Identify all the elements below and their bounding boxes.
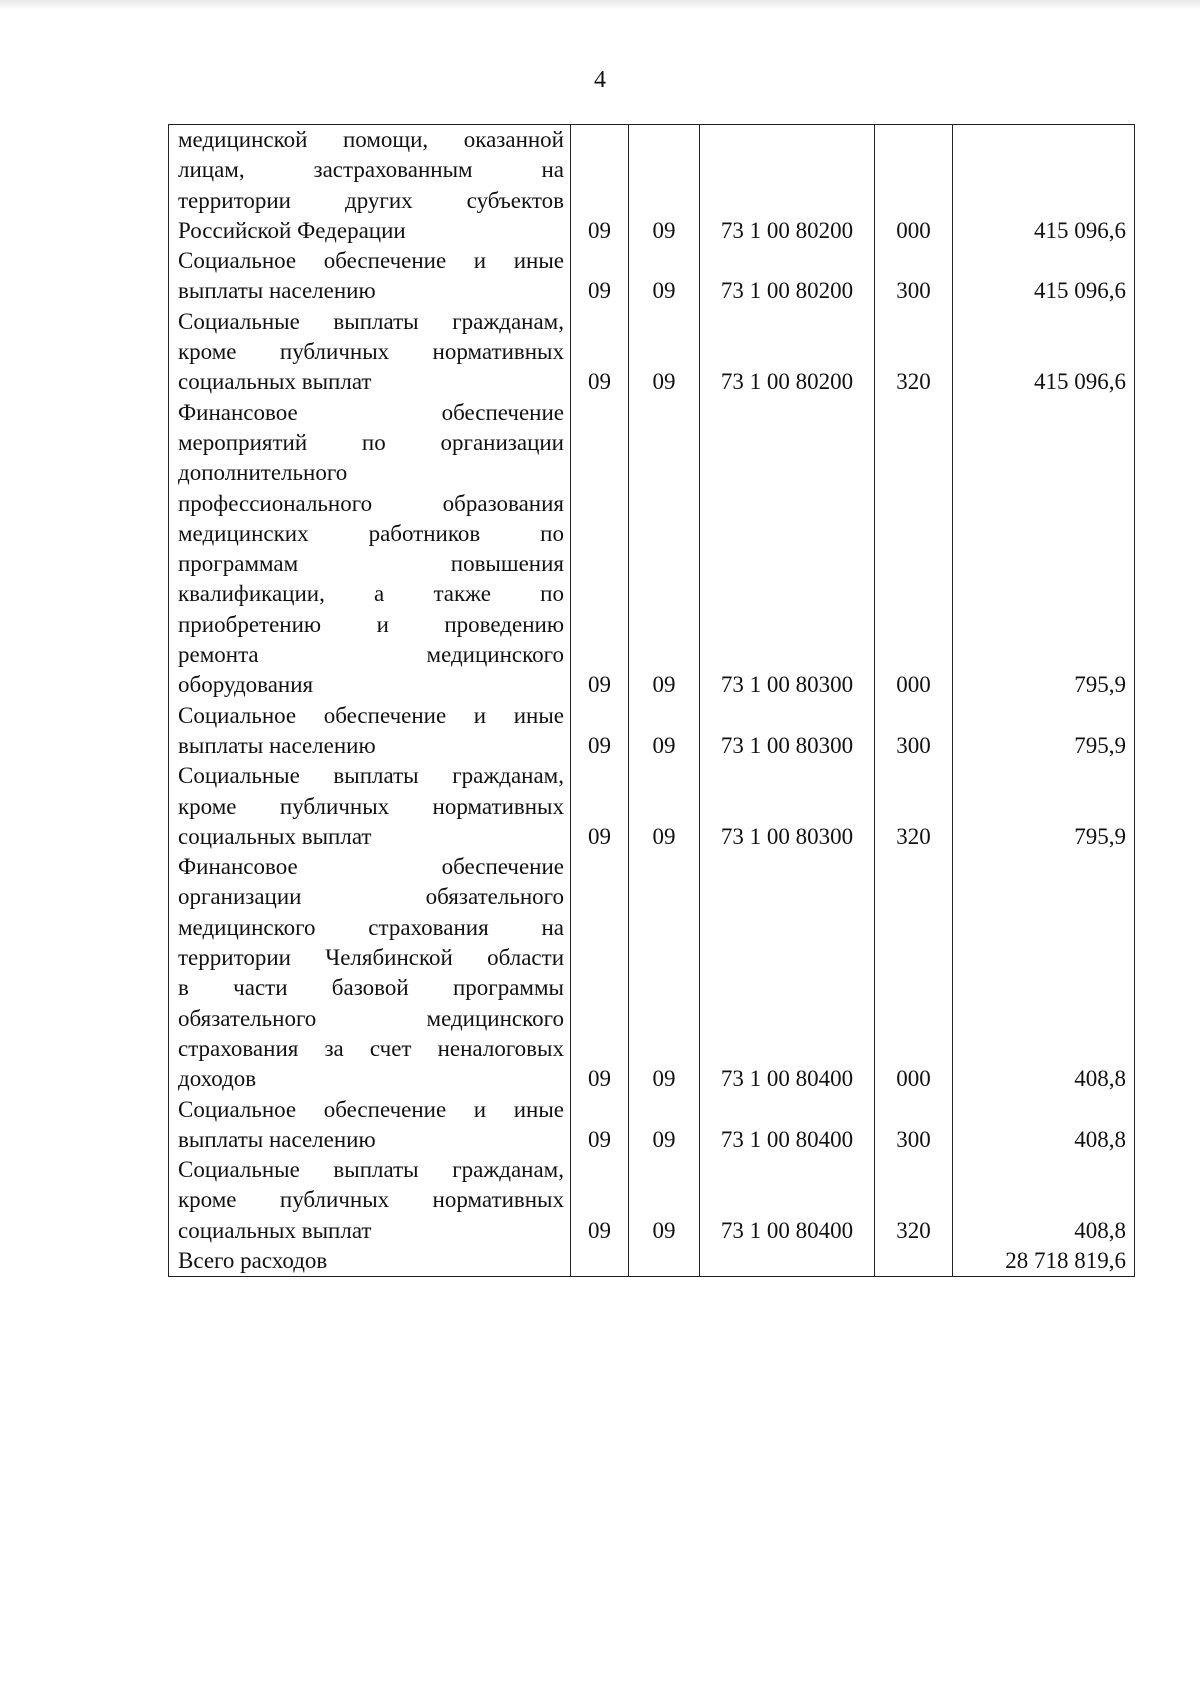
row-name-line: Социальное обеспечение и иные bbox=[178, 1096, 564, 1122]
amount-cell: 408,8 bbox=[953, 1095, 1135, 1156]
row-name-line: Российской Федерации bbox=[178, 217, 406, 243]
expense-type-cell: 320 bbox=[875, 1155, 953, 1246]
section-code-cell: 09 bbox=[571, 852, 629, 1094]
row-name-line: организации обязательного bbox=[178, 884, 564, 910]
row-name-line: Финансовое обеспечение bbox=[178, 399, 564, 425]
expense-type-cell: 000 bbox=[875, 852, 953, 1094]
target-article-cell: 73 1 00 80200 bbox=[700, 246, 875, 307]
row-name-line: медицинских работников по bbox=[178, 520, 564, 546]
table-row bbox=[169, 761, 1135, 852]
row-name-line: Финансовое обеспечение bbox=[178, 854, 564, 880]
table-row bbox=[169, 398, 1135, 701]
row-name-line: доходов bbox=[178, 1066, 257, 1092]
row-name-line: ремонта медицинского bbox=[178, 642, 564, 668]
row-name-line: Социальные выплаты гражданам, bbox=[178, 763, 564, 789]
row-name-line: Социальное обеспечение и иные bbox=[178, 248, 564, 274]
expense-type-cell: 320 bbox=[875, 761, 953, 852]
target-article-cell: 73 1 00 80200 bbox=[700, 125, 875, 247]
row-name-line: территории других субъектов bbox=[178, 187, 564, 213]
section-code-cell: 09 bbox=[571, 701, 629, 762]
amount-cell: 415 096,6 bbox=[953, 307, 1135, 398]
subsection-code-cell: 09 bbox=[629, 398, 700, 701]
subsection-code-cell: 09 bbox=[629, 761, 700, 852]
target-article-cell: 73 1 00 80300 bbox=[700, 761, 875, 852]
expense-type-cell: 000 bbox=[875, 398, 953, 701]
amount-cell: 795,9 bbox=[953, 701, 1135, 762]
amount-cell: 408,8 bbox=[953, 852, 1135, 1094]
row-name-line: выплаты населению bbox=[178, 1126, 376, 1152]
row-name-cell bbox=[169, 398, 571, 701]
subsection-code-cell: 09 bbox=[629, 125, 700, 247]
row-name-line: квалификации, а также по bbox=[178, 581, 564, 607]
section-code-cell: 09 bbox=[571, 1095, 629, 1156]
scan-edge bbox=[0, 0, 1200, 10]
section-code-cell: 09 bbox=[571, 1155, 629, 1246]
target-article-cell: 73 1 00 80300 bbox=[700, 701, 875, 762]
section-code-cell bbox=[571, 1246, 629, 1277]
row-name-line: Социальные выплаты гражданам, bbox=[178, 308, 564, 334]
row-name-line: Социальные выплаты гражданам, bbox=[178, 1157, 564, 1183]
amount-cell: 415 096,6 bbox=[953, 125, 1135, 247]
row-name-line: кроме публичных нормативных bbox=[178, 1187, 564, 1213]
section-code-cell: 09 bbox=[571, 246, 629, 307]
subsection-code-cell: 09 bbox=[629, 307, 700, 398]
table-row bbox=[169, 852, 1135, 1094]
section-code-cell: 09 bbox=[571, 398, 629, 701]
subsection-code-cell: 09 bbox=[629, 246, 700, 307]
row-name-line: социальных выплат bbox=[178, 369, 372, 395]
row-name-cell bbox=[169, 307, 571, 398]
row-name-line: лицам, застрахованным на bbox=[178, 157, 564, 183]
amount-cell: 415 096,6 bbox=[953, 246, 1135, 307]
expense-type-cell: 000 bbox=[875, 125, 953, 247]
total-amount: 28 718 819,6 bbox=[953, 1246, 1135, 1277]
row-name-line: программам повышения bbox=[178, 551, 564, 577]
row-name-line: профессионального образования bbox=[178, 490, 564, 516]
expenditure-table bbox=[168, 124, 1135, 1277]
row-name-cell bbox=[169, 761, 571, 852]
row-name-cell bbox=[169, 246, 571, 307]
target-article-cell: 73 1 00 80200 bbox=[700, 307, 875, 398]
row-name-cell bbox=[169, 1095, 571, 1156]
row-name-cell bbox=[169, 125, 571, 247]
row-name-line: приобретению и проведению bbox=[178, 611, 564, 637]
expense-type-cell: 300 bbox=[875, 246, 953, 307]
section-code-cell: 09 bbox=[571, 307, 629, 398]
total-label: Всего расходов bbox=[169, 1246, 571, 1277]
row-name-line: оборудования bbox=[178, 672, 314, 698]
subsection-code-cell: 09 bbox=[629, 701, 700, 762]
row-name-line: территории Челябинской области bbox=[178, 945, 564, 971]
section-code-cell: 09 bbox=[571, 125, 629, 247]
table-row bbox=[169, 246, 1135, 307]
subsection-code-cell: 09 bbox=[629, 1155, 700, 1246]
row-name-line: социальных выплат bbox=[178, 823, 372, 849]
amount-cell: 795,9 bbox=[953, 398, 1135, 701]
target-article-cell: 73 1 00 80400 bbox=[700, 1095, 875, 1156]
subsection-code-cell bbox=[629, 1246, 700, 1277]
subsection-code-cell: 09 bbox=[629, 1095, 700, 1156]
expense-type-cell: 320 bbox=[875, 307, 953, 398]
row-name-line: в части базовой программы bbox=[178, 975, 564, 1001]
subsection-code-cell: 09 bbox=[629, 852, 700, 1094]
section-code-cell: 09 bbox=[571, 761, 629, 852]
target-article-cell: 73 1 00 80400 bbox=[700, 852, 875, 1094]
amount-cell: 408,8 bbox=[953, 1155, 1135, 1246]
table-row bbox=[169, 307, 1135, 398]
table-row bbox=[169, 125, 1135, 247]
total-row bbox=[169, 1246, 1135, 1277]
expense-type-cell: 300 bbox=[875, 701, 953, 762]
table-row bbox=[169, 701, 1135, 762]
expense-type-cell: 300 bbox=[875, 1095, 953, 1156]
amount-cell: 795,9 bbox=[953, 761, 1135, 852]
row-name-line: выплаты населению bbox=[178, 278, 376, 304]
row-name-line: медицинской помощи, оказанной bbox=[178, 127, 564, 152]
row-name-line: страхования за счет неналоговых bbox=[178, 1035, 564, 1061]
page-number: 4 bbox=[594, 67, 606, 93]
target-article-cell: 73 1 00 80400 bbox=[700, 1155, 875, 1246]
row-name-line: социальных выплат bbox=[178, 1217, 372, 1243]
row-name-line: обязательного медицинского bbox=[178, 1005, 564, 1031]
target-article-cell bbox=[700, 1246, 875, 1277]
row-name-line: мероприятий по организации bbox=[178, 429, 564, 455]
table-body bbox=[169, 125, 1135, 1277]
row-name-cell bbox=[169, 701, 571, 762]
target-article-cell: 73 1 00 80300 bbox=[700, 398, 875, 701]
table-row bbox=[169, 1155, 1135, 1246]
expense-type-cell bbox=[875, 1246, 953, 1277]
table-row bbox=[169, 1095, 1135, 1156]
row-name-line: кроме публичных нормативных bbox=[178, 339, 564, 365]
row-name-cell bbox=[169, 1155, 571, 1246]
row-name-line: медицинского страхования на bbox=[178, 914, 564, 940]
row-name-line: выплаты населению bbox=[178, 732, 376, 758]
row-name-line: дополнительного bbox=[178, 460, 348, 486]
row-name-cell bbox=[169, 852, 571, 1094]
row-name-line: кроме публичных нормативных bbox=[178, 793, 564, 819]
row-name-line: Социальное обеспечение и иные bbox=[178, 702, 564, 728]
